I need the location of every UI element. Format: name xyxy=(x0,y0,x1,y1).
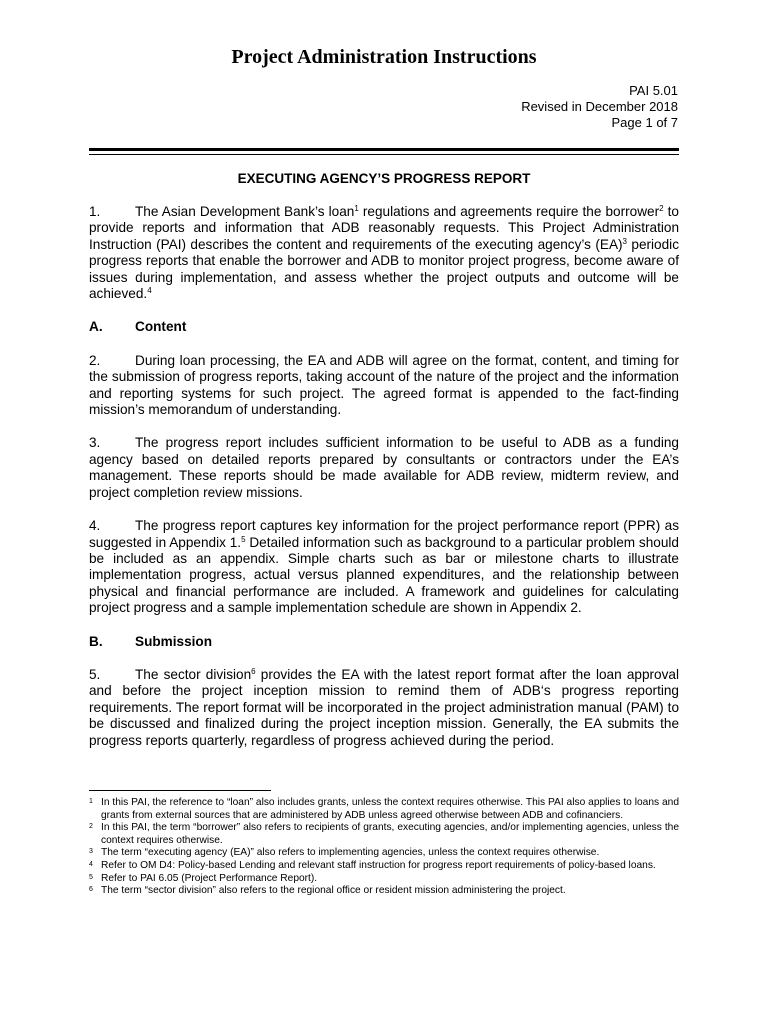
section-letter: A. xyxy=(89,319,103,335)
footnote-ref-3[interactable]: 3 xyxy=(622,236,627,246)
paragraph-text: provides the EA with the latest report format after the loan approval and before the project inception mission to remind them of ADB‘s progress reporting requirements. The report format will be incorporated in the project administration manual (PAM) to be discussed and finalized during the project inception mission. Generally, the EA submits the progress reports quarterly, regardless of progress achieved during the period. xyxy=(89,666,679,748)
footnote-mark: 3 xyxy=(89,848,93,856)
section-heading-submission xyxy=(89,634,679,650)
paragraph-4 xyxy=(89,518,679,616)
paragraph-5 xyxy=(89,667,679,749)
footnote-mark: 6 xyxy=(89,886,93,894)
section-title: Submission xyxy=(135,633,213,649)
paragraph-text: During loan processing, the EA and ADB will agree on the format, content, and timing for the submission of progress reports, taking account of the nature of the project and the information and reporting systems for such project. The agreed format is appended to the fact-finding mission’s memorandum of understanding. xyxy=(89,352,679,418)
document-title: Project Administration Instructions xyxy=(231,46,537,68)
footnote-mark: 1 xyxy=(89,798,93,805)
footnotes xyxy=(89,797,679,898)
paragraph-text: The progress report includes sufficient information to be useful to ADB as a funding agency based on detailed reports prepared by consultants or contractors under the EA’s management. These reports should be made available for ADB review, midterm review, and project completion review missions. xyxy=(89,435,679,500)
paragraph-3 xyxy=(89,435,679,501)
paragraph-2 xyxy=(89,353,679,419)
footnote-ref-2[interactable]: 2 xyxy=(659,204,664,213)
section-letter: B. xyxy=(89,633,103,649)
footnote-4 xyxy=(89,860,679,873)
footnote-text: In this PAI, the reference to “loan” also includes grants, unless the context requires otherwise. This PAI also applies to loans and grants from external sources that are administered by ADB unless agreed otherwise between ADB and cofinanciers. xyxy=(101,797,679,821)
footnote-6 xyxy=(89,885,679,898)
paragraph-1 xyxy=(89,204,679,302)
paragraph-text: periodic progress reports that enable the borrower and ADB to monitor project progress, become aware of issues during implementation, and assess whether the project outputs and outcome will be achieved. xyxy=(89,236,679,302)
revision-date: Revised in December 2018 xyxy=(521,99,678,114)
footnote-mark: 2 xyxy=(89,823,93,831)
footnote-text: The term “executing agency (EA)” also refers to implementing agencies, unless the context requires otherwise. xyxy=(101,847,600,859)
footnote-ref-6[interactable]: 6 xyxy=(251,666,256,676)
footnote-ref-4[interactable]: 4 xyxy=(147,286,152,296)
footnote-5 xyxy=(89,873,679,886)
footnote-mark: 4 xyxy=(89,860,93,868)
paragraph-text: The sector division xyxy=(135,666,252,682)
paragraph-number: 5. xyxy=(89,666,101,682)
document-body xyxy=(89,204,679,766)
paragraph-number: 3. xyxy=(89,435,101,451)
footnote-text: Refer to PAI 6.05 (Project Performance Report). xyxy=(101,872,318,884)
paragraph-number: 1. xyxy=(89,204,101,219)
page-number: Page 1 of 7 xyxy=(611,115,678,130)
footnote-ref-1[interactable]: 1 xyxy=(354,204,359,213)
paragraph-number: 2. xyxy=(89,352,101,368)
paragraph-text: to provide reports and information that ADB reasonably requests. This Project Administration Instruction (PAI) describes the content and requirements of the executing agency’s (EA) xyxy=(89,204,679,252)
footnote-1 xyxy=(89,797,679,822)
section-heading-content xyxy=(89,319,679,335)
footnote-divider xyxy=(89,790,271,791)
paragraph-number: 4. xyxy=(89,518,101,534)
document-heading: EXECUTING AGENCY’S PROGRESS REPORT xyxy=(237,171,531,186)
footnote-2 xyxy=(89,822,679,847)
paragraph-text: The progress report captures key information for the project performance report (PPR) as suggested in Appendix 1. xyxy=(89,518,679,550)
pai-code: PAI 5.01 xyxy=(629,83,678,98)
footnote-mark: 5 xyxy=(89,873,93,881)
footnote-text: The term “sector division” also refers to the regional office or resident mission administering the project. xyxy=(101,885,566,897)
section-title: Content xyxy=(135,319,187,335)
document-meta xyxy=(521,83,678,131)
paragraph-text: Detailed information such as background to a particular problem should be included as an appendix. Simple charts such as bar or milestone charts to illustrate implementation progress, actual versus planned expenditures, and the relationship between physical and financial performance are included. A framework and guidelines for calculating project progress and a sample implementation schedule are shown in Appendix 2. xyxy=(89,534,679,616)
footnote-ref-5[interactable]: 5 xyxy=(241,534,246,544)
footnote-text: Refer to OM D4: Policy-based Lending and relevant staff instruction for progress report requirements of policy-based loans. xyxy=(101,859,656,871)
footnote-text: In this PAI, the term “borrower” also refers to recipients of grants, executing agencies, and/or implementing agencies, unless the context requires otherwise. xyxy=(101,822,679,846)
header-divider-thin xyxy=(89,154,679,155)
footnote-3 xyxy=(89,847,679,860)
paragraph-text: regulations and agreements require the borrower xyxy=(358,204,660,219)
header-divider-thick xyxy=(89,148,679,151)
paragraph-text: The Asian Development Bank’s loan xyxy=(135,204,355,219)
